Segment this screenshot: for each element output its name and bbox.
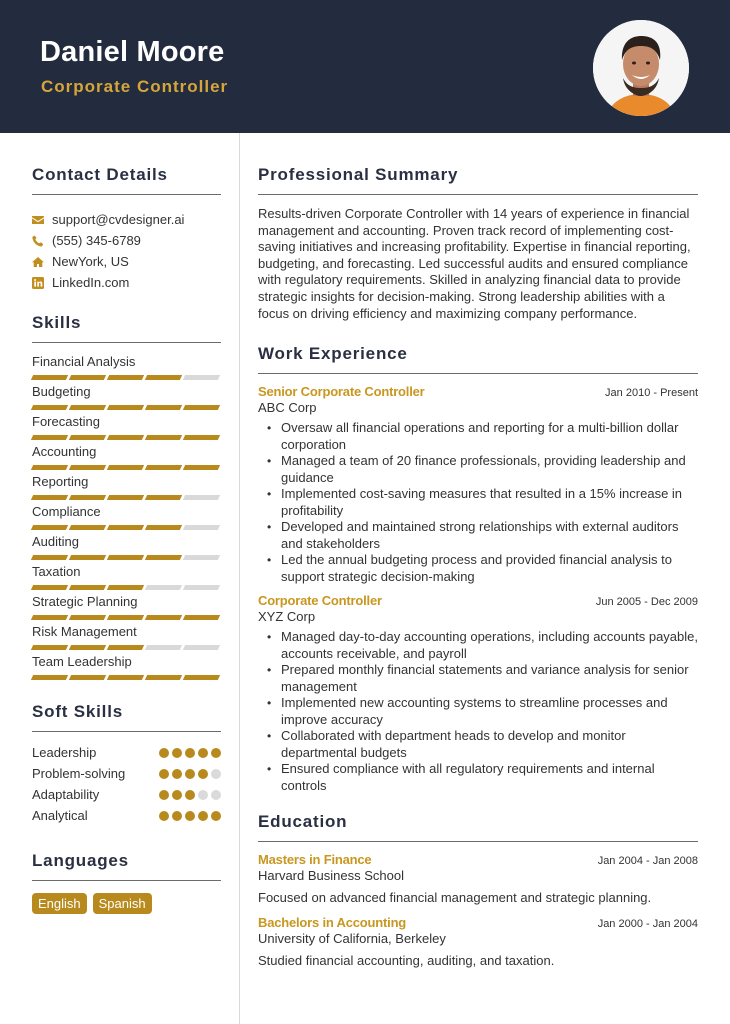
contact-section: [32, 165, 221, 293]
soft-skill-name: Adaptability: [32, 787, 100, 802]
job-header: [258, 593, 698, 608]
skill-segment: [69, 465, 106, 470]
job-date: Jan 2010 - Present: [605, 387, 698, 400]
rating-dot-icon: [159, 769, 169, 779]
column-divider: [239, 133, 240, 1024]
skill-name: Reporting: [32, 474, 89, 489]
phone-icon: [32, 235, 44, 247]
skill-name: Compliance: [32, 504, 101, 519]
skill-segment: [69, 585, 106, 590]
skill-segment: [31, 645, 68, 650]
skill-name: Strategic Planning: [32, 594, 138, 609]
skill-segment: [31, 435, 68, 440]
education-entry: [258, 852, 698, 905]
degree-title: Masters in Finance: [258, 852, 372, 868]
skill-segment: [183, 615, 220, 620]
skill-level-bar: [32, 521, 221, 533]
skill-segment: [145, 525, 182, 530]
skill-name: Accounting: [32, 444, 97, 459]
skill-segment: [69, 645, 106, 650]
job-header: [258, 384, 698, 399]
contact-location-text: NewYork, US: [52, 254, 129, 269]
education-entry: [258, 915, 698, 968]
rating-dot-icon: [172, 769, 182, 779]
skill-segment: [183, 585, 220, 590]
rating-dot-icon: [185, 811, 195, 821]
job-bullets: [258, 629, 698, 794]
skill-segment: [69, 555, 106, 560]
job-title: Corporate Controller: [258, 593, 382, 609]
skill-item: [32, 533, 221, 563]
job-entry: [258, 593, 698, 794]
avatar: [593, 20, 689, 116]
degree-title: Bachelors in Accounting: [258, 915, 407, 931]
skill-segment: [31, 405, 68, 410]
education-date: Jan 2000 - Jan 2004: [597, 918, 698, 931]
rating-dot-icon: [198, 769, 208, 779]
school-name: Harvard Business School: [258, 868, 404, 884]
contact-linkedin[interactable]: [32, 272, 221, 293]
skill-segment: [145, 435, 182, 440]
rating-dot-icon: [198, 811, 208, 821]
skill-segment: [107, 465, 144, 470]
skill-item: [32, 593, 221, 623]
rating-dot-icon: [185, 748, 195, 758]
skill-segment: [145, 615, 182, 620]
section-title-skills: Skills: [32, 313, 221, 343]
skill-level-bar: [32, 371, 221, 383]
experience-section: [258, 344, 698, 794]
soft-skill-rating: [159, 811, 221, 821]
skill-segment: [31, 465, 68, 470]
job-bullet: • Implemented new accounting systems to streamline processes and improve accuracy: [258, 695, 698, 728]
section-title-languages: Languages: [32, 851, 221, 881]
rating-dot-icon: [159, 748, 169, 758]
rating-dot-icon: [198, 748, 208, 758]
job-company: ABC Corp: [258, 400, 317, 416]
rating-dot-icon: [185, 790, 195, 800]
skill-name: Auditing: [32, 534, 79, 549]
skill-segment: [31, 585, 68, 590]
skill-segment: [145, 465, 182, 470]
summary-text: Results-driven Corporate Controller with 14 years of experience in financial management and accounting. Proven track record of implementing cost-saving initiatives and increasing profitability. Expertise in financial reporting, budgeting, and forecasting. Led successful audits and ensured compliance with regulatory requirements. Skilled in analyzing financial data to provide strategic insights for decision-making. Strong leadership abilities with a focus on driving efficiency and maximizing company performance.: [258, 206, 691, 321]
skill-item: [32, 653, 221, 683]
rating-dot-icon: [159, 811, 169, 821]
skill-item: [32, 503, 221, 533]
soft-skill-rating: [159, 790, 221, 800]
rating-dot-icon: [172, 790, 182, 800]
skill-segment: [107, 645, 144, 650]
skill-segment: [183, 645, 220, 650]
skill-item: [32, 443, 221, 473]
skill-segment: [107, 375, 144, 380]
skill-level-bar: [32, 641, 221, 653]
skill-segment: [31, 675, 68, 680]
section-title-experience: Work Experience: [258, 344, 698, 374]
skill-segment: [69, 495, 106, 500]
education-header: [258, 915, 698, 930]
job-bullet: • Oversaw all financial operations and reporting for a multi-billion dollar corporation: [258, 420, 698, 453]
job-bullet: • Prepared monthly financial statements and variance analysis for senior management: [258, 662, 698, 695]
contact-email-text: support@cvdesigner.ai: [52, 212, 185, 227]
contact-phone-text: (555) 345-6789: [52, 233, 141, 248]
skill-segment: [31, 615, 68, 620]
soft-skill-name: Leadership: [32, 745, 97, 760]
job-date: Jun 2005 - Dec 2009: [595, 596, 698, 609]
skill-segment: [183, 555, 220, 560]
skill-segment: [183, 465, 220, 470]
skill-name: Financial Analysis: [32, 354, 136, 369]
soft-skill-item: [32, 763, 221, 784]
rating-dot-icon: [198, 790, 208, 800]
skill-segment: [107, 585, 144, 590]
skill-level-bar: [32, 491, 221, 503]
job-company: XYZ Corp: [258, 609, 316, 625]
section-title-education: Education: [258, 812, 698, 842]
skill-segment: [69, 675, 106, 680]
skill-level-bar: [32, 671, 221, 683]
linkedin-icon: [32, 277, 44, 289]
education-header: [258, 852, 698, 867]
profile-photo-icon: [593, 20, 689, 116]
soft-skill-name: Problem-solving: [32, 766, 126, 781]
contact-email[interactable]: [32, 209, 221, 230]
skill-segment: [145, 555, 182, 560]
skill-segment: [145, 405, 182, 410]
skill-segment: [183, 375, 220, 380]
skill-segment: [31, 375, 68, 380]
resume-header: [0, 0, 730, 133]
skill-segment: [145, 375, 182, 380]
skill-name: Forecasting: [32, 414, 100, 429]
skill-segment: [69, 615, 106, 620]
skill-segment: [107, 555, 144, 560]
skill-item: [32, 353, 221, 383]
skill-segment: [107, 405, 144, 410]
soft-skill-rating: [159, 748, 221, 758]
skill-segment: [145, 585, 182, 590]
candidate-name: Daniel Moore: [40, 36, 225, 68]
main-content: [258, 133, 698, 968]
education-section: [258, 812, 698, 968]
skill-segment: [31, 495, 68, 500]
rating-dot-icon: [211, 748, 221, 758]
soft-skill-item: [32, 805, 221, 826]
skill-segment: [183, 525, 220, 530]
job-bullet: • Managed a team of 20 finance professionals, providing leadership and guidance: [258, 453, 698, 486]
soft-skill-rating: [159, 769, 221, 779]
language-badge: Spanish: [93, 893, 152, 914]
skill-segment: [145, 495, 182, 500]
skill-segment: [31, 525, 68, 530]
skill-segment: [69, 375, 106, 380]
skill-segment: [183, 405, 220, 410]
skill-item: [32, 383, 221, 413]
section-title-summary: Professional Summary: [258, 165, 698, 195]
skill-segment: [107, 525, 144, 530]
skill-level-bar: [32, 581, 221, 593]
job-title: Senior Corporate Controller: [258, 384, 425, 400]
skill-segment: [183, 495, 220, 500]
skill-level-bar: [32, 461, 221, 473]
rating-dot-icon: [211, 769, 221, 779]
skill-level-bar: [32, 401, 221, 413]
skill-segment: [145, 675, 182, 680]
school-name: University of California, Berkeley: [258, 931, 446, 947]
skill-name: Taxation: [32, 564, 81, 579]
envelope-icon: [32, 214, 44, 226]
skill-item: [32, 563, 221, 593]
skills-section: [32, 313, 221, 683]
education-description: Studied financial accounting, auditing, and taxation.: [258, 953, 555, 969]
job-bullets: [258, 420, 698, 585]
skill-segment: [107, 615, 144, 620]
skill-name: Budgeting: [32, 384, 91, 399]
skill-segment: [107, 435, 144, 440]
job-bullet: • Collaborated with department heads to develop and monitor departmental budgets: [258, 728, 698, 761]
soft-skill-item: [32, 784, 221, 805]
rating-dot-icon: [185, 769, 195, 779]
job-bullet: • Ensured compliance with all regulatory requirements and internal controls: [258, 761, 698, 794]
job-bullet: • Implemented cost-saving measures that resulted in a 15% increase in profitability: [258, 486, 698, 519]
skill-segment: [145, 645, 182, 650]
section-title-contact: Contact Details: [32, 165, 221, 195]
skill-segment: [107, 675, 144, 680]
rating-dot-icon: [211, 790, 221, 800]
skill-segment: [69, 405, 106, 410]
skill-name: Risk Management: [32, 624, 137, 639]
skill-level-bar: [32, 551, 221, 563]
languages-section: [32, 851, 221, 914]
sidebar: [32, 133, 221, 914]
job-bullet: • Developed and maintained strong relationships with external auditors and stakeholders: [258, 519, 698, 552]
job-bullet: • Led the annual budgeting process and provided financial analysis to support strategic decision-making: [258, 552, 698, 585]
rating-dot-icon: [159, 790, 169, 800]
rating-dot-icon: [172, 811, 182, 821]
education-date: Jan 2004 - Jan 2008: [597, 855, 698, 868]
job-bullet: • Managed day-to-day accounting operations, including accounts payable, accounts receivable, and payroll: [258, 629, 698, 662]
section-title-soft-skills: Soft Skills: [32, 702, 221, 732]
skill-name: Team Leadership: [32, 654, 132, 669]
job-entry: [258, 384, 698, 585]
skill-segment: [107, 495, 144, 500]
soft-skill-item: [32, 742, 221, 763]
contact-phone[interactable]: [32, 230, 221, 251]
language-badge: English: [32, 893, 87, 914]
soft-skills-section: [32, 702, 221, 826]
summary-section: [258, 165, 698, 322]
rating-dot-icon: [211, 811, 221, 821]
skill-segment: [31, 555, 68, 560]
skill-segment: [69, 435, 106, 440]
candidate-role: Corporate Controller: [41, 77, 229, 96]
skill-item: [32, 473, 221, 503]
contact-linkedin-text: LinkedIn.com: [52, 275, 130, 290]
skill-item: [32, 623, 221, 653]
skill-segment: [183, 675, 220, 680]
education-description: Focused on advanced financial management and strategic planning.: [258, 890, 652, 906]
skill-segment: [183, 435, 220, 440]
skill-item: [32, 413, 221, 443]
skill-level-bar: [32, 431, 221, 443]
soft-skill-name: Analytical: [32, 808, 88, 823]
skill-level-bar: [32, 611, 221, 623]
skill-segment: [69, 525, 106, 530]
rating-dot-icon: [172, 748, 182, 758]
home-icon: [32, 256, 44, 268]
contact-location: [32, 251, 221, 272]
